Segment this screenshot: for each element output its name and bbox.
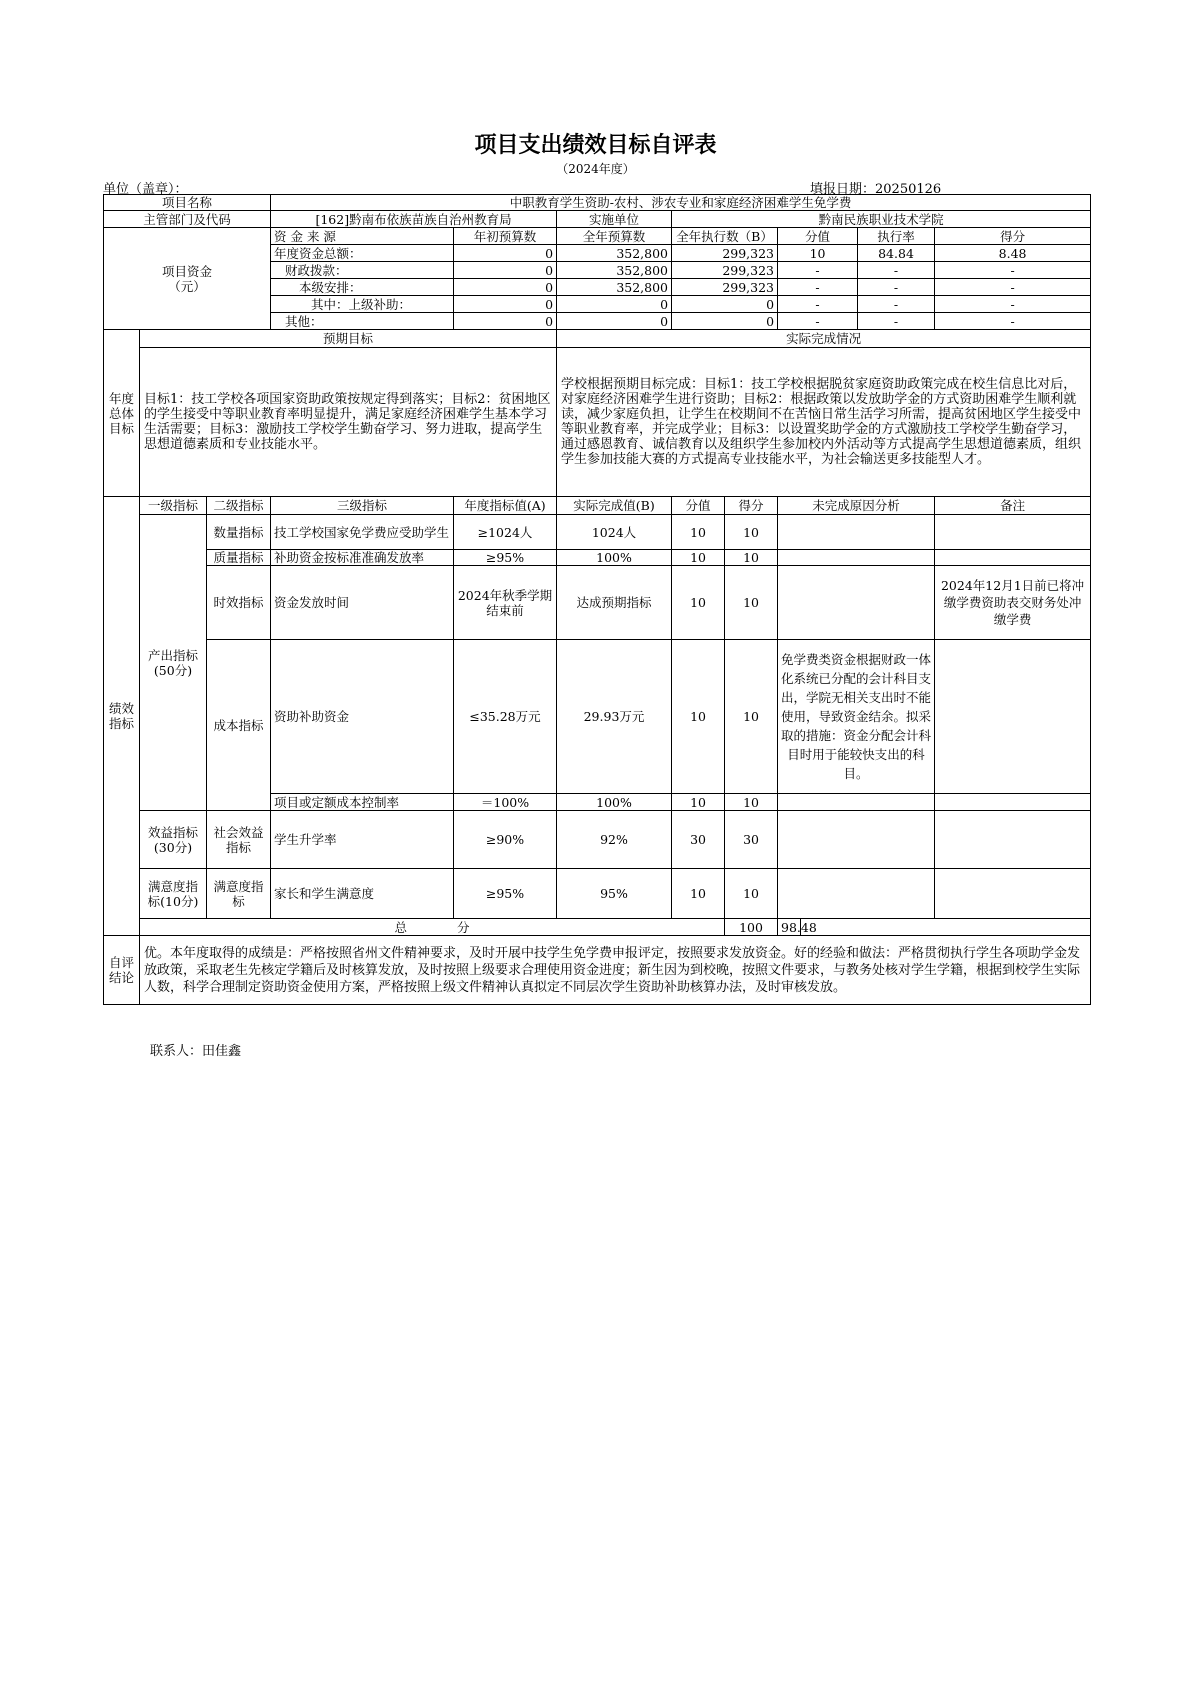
score-value: 10 xyxy=(672,640,725,794)
funds-header: 得分 xyxy=(935,228,1091,245)
l2-indicator: 时效指标 xyxy=(207,566,271,640)
dept-value: [162]黔南布依族苗族自治州教育局 xyxy=(271,211,557,228)
got-value: 10 xyxy=(725,566,778,640)
funds-cell: - xyxy=(935,279,1091,296)
indicator-header: 得分 xyxy=(725,497,778,515)
actual-value: 92% xyxy=(557,811,672,869)
funds-cell: 0 xyxy=(454,296,557,313)
l3-indicator: 技工学校国家免学费应受助学生 xyxy=(271,515,454,550)
score-value: 10 xyxy=(672,794,725,811)
score-value: 30 xyxy=(672,811,725,869)
funds-cell: - xyxy=(935,262,1091,279)
funds-header: 年初预算数 xyxy=(454,228,557,245)
conclusion-label: 自评结论 xyxy=(104,936,140,1005)
actual-value: 100% xyxy=(557,794,672,811)
total-label: 总 分 xyxy=(140,919,725,936)
indicator-header: 备注 xyxy=(935,497,1091,515)
funds-row-name: 财政拨款： xyxy=(271,262,454,279)
indicator-header: 一级指标 xyxy=(140,497,207,515)
funds-cell: - xyxy=(778,313,858,330)
expected-label: 预期目标 xyxy=(140,330,557,348)
indicator-header: 分值 xyxy=(672,497,725,515)
funds-cell: - xyxy=(778,296,858,313)
note-cell xyxy=(935,640,1091,794)
target-value: ＝100% xyxy=(454,794,557,811)
indicator-header: 未完成原因分析 xyxy=(778,497,935,515)
reason-cell xyxy=(778,869,935,919)
funds-header: 资 金 来 源 xyxy=(271,228,454,245)
indicator-header: 年度指标值(A) xyxy=(454,497,557,515)
actual-label: 实际完成情况 xyxy=(557,330,1091,348)
funds-cell: 10 xyxy=(778,245,858,262)
score-value: 10 xyxy=(672,869,725,919)
funds-cell: - xyxy=(778,262,858,279)
actual-value: 100% xyxy=(557,550,672,566)
l2-indicator: 满意度指标 xyxy=(207,869,271,919)
reason-cell: 免学费类资金根据财政一体化系统已分配的会计科目支出，学院无相关支出时不能使用，导致资金结余。拟采取的措施：资金分配会计科目时用于能较快支出的科目。 xyxy=(778,640,935,794)
funds-cell: 0 xyxy=(557,296,672,313)
got-value: 10 xyxy=(725,515,778,550)
funds-cell: 8.48 xyxy=(935,245,1091,262)
funds-cell: 299,323 xyxy=(672,262,778,279)
fill-date: 填报日期：20250126 xyxy=(810,182,942,197)
impl-label: 实施单位 xyxy=(557,211,672,228)
funds-cell: 352,800 xyxy=(557,279,672,296)
total-empty xyxy=(801,919,1091,936)
l3-indicator: 项目或定额成本控制率 xyxy=(271,794,454,811)
l2-indicator: 数量指标 xyxy=(207,515,271,550)
dept-label: 主管部门及代码 xyxy=(104,211,271,228)
got-value: 10 xyxy=(725,640,778,794)
funds-cell: 0 xyxy=(454,262,557,279)
effect-indicator-label: 效益指标 (30分) xyxy=(140,811,207,869)
indicator-header: 二级指标 xyxy=(207,497,271,515)
l2-indicator: 成本指标 xyxy=(207,640,271,811)
funds-cell: - xyxy=(935,296,1091,313)
total-score: 100 xyxy=(725,919,778,936)
funds-cell: - xyxy=(858,296,935,313)
score-value: 10 xyxy=(672,515,725,550)
funds-cell: 84.84 xyxy=(858,245,935,262)
l3-indicator: 家长和学生满意度 xyxy=(271,869,454,919)
funds-cell: 352,800 xyxy=(557,262,672,279)
satisfaction-indicator-label: 满意度指标(10分) xyxy=(140,869,207,919)
target-value: ≥1024人 xyxy=(454,515,557,550)
conclusion-text: 优。本年度取得的成绩是：严格按照省州文件精神要求，及时开展中技学生免学费申报评定，按照要求发放资金。好的经验和做法：严格贯彻执行学生各项助学金发放政策，采取老生先核定学籍后及时核算发放，及时按照上级要求合理使用资金进度；新生因为到校晚，按照文件要求，与教务处核对学生学籍，根据到校学生实际人数，科学合理制定资助资金使用方案，严格按照上级文件精神认真拟定不同层次学生资助补助核算办法，及时审核发放。 xyxy=(140,936,1091,1005)
reason-cell xyxy=(778,794,935,811)
unit-label: 单位（盖章）： xyxy=(103,182,188,197)
indicators-label: 绩效指标 xyxy=(104,497,140,936)
goals-label: 年度总体目标 xyxy=(104,330,140,497)
funds-cell: 0 xyxy=(672,313,778,330)
evaluation-table xyxy=(103,194,1091,1005)
funds-cell: 0 xyxy=(454,279,557,296)
funds-cell: 0 xyxy=(557,313,672,330)
reason-cell xyxy=(778,550,935,566)
target-value: ≤35.28万元 xyxy=(454,640,557,794)
funds-cell: - xyxy=(858,262,935,279)
project-name-label: 项目名称 xyxy=(104,195,271,211)
got-value: 10 xyxy=(725,794,778,811)
indicator-header: 实际完成值(B) xyxy=(557,497,672,515)
funds-row-name: 年度资金总额： xyxy=(271,245,454,262)
funds-row-name: 其中：上级补助： xyxy=(271,296,454,313)
funds-cell: - xyxy=(858,279,935,296)
funds-row-name: 其他： xyxy=(271,313,454,330)
got-value: 30 xyxy=(725,811,778,869)
note-cell xyxy=(935,515,1091,550)
note-cell xyxy=(935,811,1091,869)
funds-cell: - xyxy=(778,279,858,296)
funds-header: 全年执行数（B） xyxy=(672,228,778,245)
expected-goal-text: 目标1：技工学校各项国家资助政策按规定得到落实；目标2：贫困地区的学生接受中等职业教育率明显提升，满足家庭经济困难学生基本学习生活需要；目标3：激励技工学校学生勤奋学习、努力进取，提高学生思想道德素质和专业技能水平。 xyxy=(140,348,557,497)
target-value: ≥95% xyxy=(454,550,557,566)
funds-cell: 352,800 xyxy=(557,245,672,262)
contact-person: 联系人：田佳鑫 xyxy=(150,1044,242,1059)
l2-indicator: 社会效益指标 xyxy=(207,811,271,869)
l3-indicator: 资金发放时间 xyxy=(271,566,454,640)
target-value: 2024年秋季学期结束前 xyxy=(454,566,557,640)
funds-cell: 0 xyxy=(672,296,778,313)
note-cell: 2024年12月1日前已将冲缴学费资助表交财务处冲缴学费 xyxy=(935,566,1091,640)
funds-header: 分值 xyxy=(778,228,858,245)
score-value: 10 xyxy=(672,566,725,640)
funds-label: 项目资金 （元） xyxy=(104,228,271,330)
funds-cell: 299,323 xyxy=(672,279,778,296)
output-indicator-label: 产出指标 (50分) xyxy=(140,515,207,811)
report-year: （2024年度） xyxy=(556,162,635,176)
funds-cell: 299,323 xyxy=(672,245,778,262)
actual-goal-text: 学校根据预期目标完成：目标1：技工学校根据脱贫家庭资助政策完成在校生信息比对后，对家庭经济困难学生进行资助；目标2：根据政策以发放助学金的方式资助困难学生顺利就读，减少家庭负担，让学生在校期间不在苦恼日常生活学习所需，提高贫困地区学生接受中等职业教育率，并完成学业；目标3：以设置奖助学金的方式激励技工学校学生勤奋学习，通过感恩教育、诚信教育以及组织学生参加校内外活动等方式提高学生思想道德素质，组织学生参加技能大赛的方式提高专业技能水平，为社会输送更多技能型人才。 xyxy=(557,348,1091,497)
project-name: 中职教育学生资助-农村、涉农专业和家庭经济困难学生免学费 xyxy=(271,195,1091,211)
funds-row-name: 本级安排： xyxy=(271,279,454,296)
funds-cell: - xyxy=(858,313,935,330)
funds-cell: - xyxy=(935,313,1091,330)
note-cell xyxy=(935,794,1091,811)
actual-value: 95% xyxy=(557,869,672,919)
target-value: ≥95% xyxy=(454,869,557,919)
l3-indicator: 资助补助资金 xyxy=(271,640,454,794)
actual-value: 达成预期指标 xyxy=(557,566,672,640)
l2-indicator: 质量指标 xyxy=(207,550,271,566)
funds-header: 全年预算数 xyxy=(557,228,672,245)
note-cell xyxy=(935,869,1091,919)
got-value: 10 xyxy=(725,869,778,919)
got-value: 10 xyxy=(725,550,778,566)
indicator-header: 三级指标 xyxy=(271,497,454,515)
reason-cell xyxy=(778,515,935,550)
target-value: ≥90% xyxy=(454,811,557,869)
funds-cell: 0 xyxy=(454,313,557,330)
note-cell xyxy=(935,550,1091,566)
actual-value: 1024人 xyxy=(557,515,672,550)
page-title: 项目支出绩效目标自评表 xyxy=(474,133,717,158)
reason-cell xyxy=(778,566,935,640)
reason-cell xyxy=(778,811,935,869)
funds-cell: 0 xyxy=(454,245,557,262)
l3-indicator: 补助资金按标准准确发放率 xyxy=(271,550,454,566)
l3-indicator: 学生升学率 xyxy=(271,811,454,869)
funds-header: 执行率 xyxy=(858,228,935,245)
impl-value: 黔南民族职业技术学院 xyxy=(672,211,1091,228)
total-got: 98.48 xyxy=(778,919,801,936)
actual-value: 29.93万元 xyxy=(557,640,672,794)
score-value: 10 xyxy=(672,550,725,566)
